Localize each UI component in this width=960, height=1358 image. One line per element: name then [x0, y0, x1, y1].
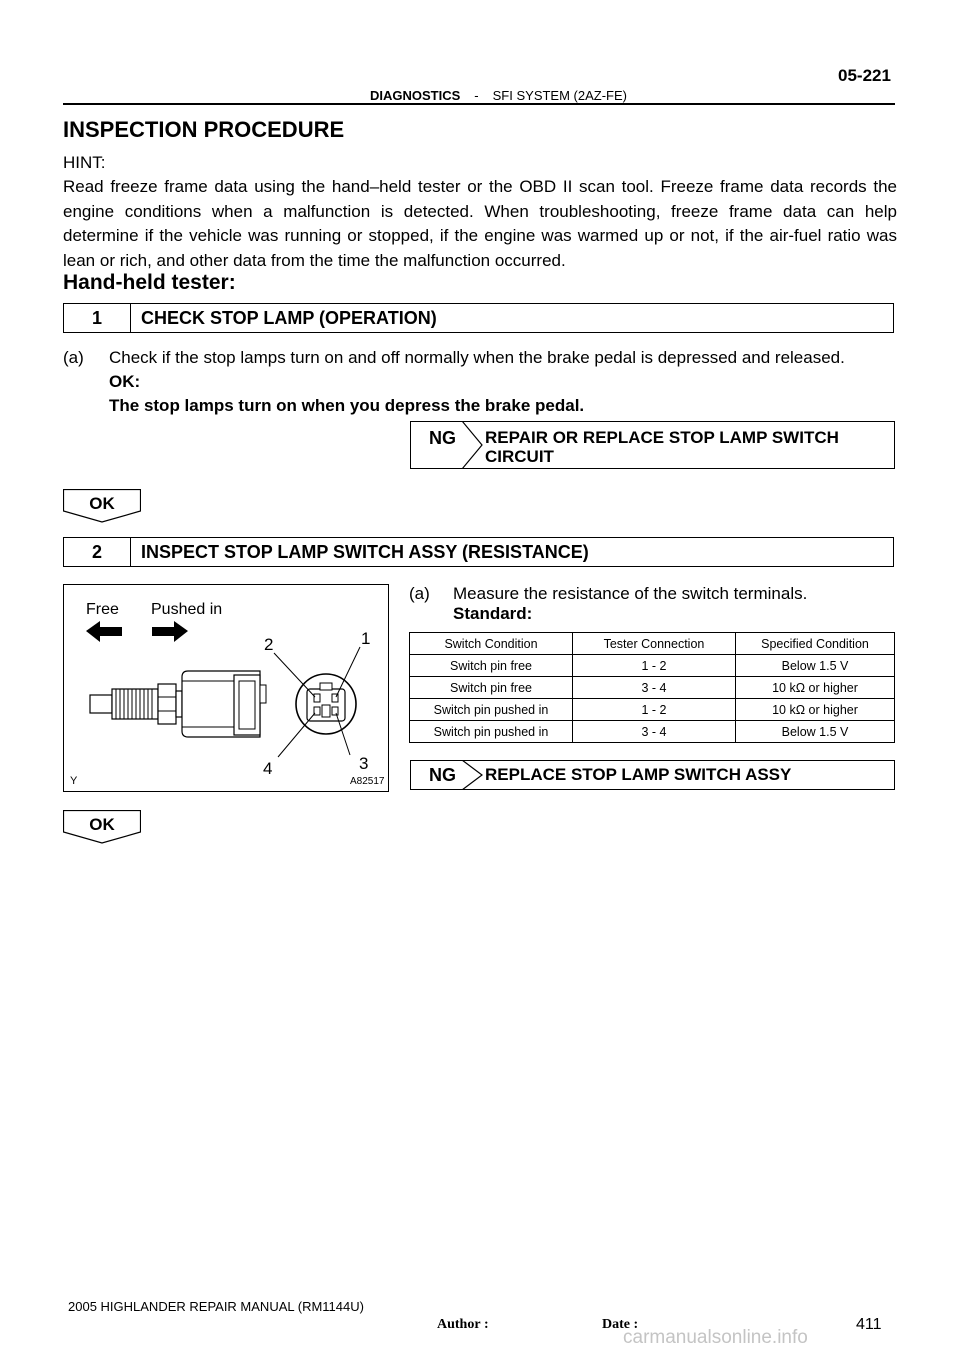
subheading: Hand-held tester: — [63, 271, 236, 294]
page-title: INSPECTION PROCEDURE — [63, 117, 345, 142]
step-1-ng-box — [410, 421, 895, 469]
step-2-ng-text: REPLACE STOP LAMP SWITCH ASSY — [485, 765, 792, 784]
table-cell: Below 1.5 V — [736, 721, 895, 743]
ng-arrow-icon — [462, 421, 484, 469]
step-1-ng-line2: CIRCUIT — [485, 447, 554, 466]
table-cell: 1 - 2 — [573, 655, 736, 677]
table-cell: 3 - 4 — [573, 677, 736, 699]
table-header-cell: Switch Condition — [410, 633, 573, 655]
step-2-ok-tab — [63, 810, 141, 844]
running-header — [370, 88, 627, 103]
table-row — [410, 699, 895, 721]
header-section: DIAGNOSTICS — [370, 88, 461, 103]
step-1-title: CHECK STOP LAMP (OPERATION) — [141, 308, 437, 328]
table-row — [410, 655, 895, 677]
manual-footer: 2005 HIGHLANDER REPAIR MANUAL (RM1144U) — [68, 1299, 364, 1314]
pin-4-label: 4 — [263, 759, 273, 778]
author-label: Author : — [437, 1317, 489, 1332]
pin-2-label: 2 — [264, 635, 274, 654]
table-cell: 1 - 2 — [573, 699, 736, 721]
header-subsection: SFI SYSTEM (2AZ-FE) — [492, 88, 627, 103]
hint-text: Read freeze frame data using the hand–held tester or the OBD II scan tool. Freeze frame data records the engine conditions when a malfunction is detected. When troubleshooting, freeze frame data can help determine if the vehicle was running or stopped, if the engine was warmed up or not, if the air-fuel ratio was lean or rich, and other data from the time the malfunction occurred. — [63, 177, 897, 270]
header-rule — [63, 103, 895, 105]
step-1-ok-text: The stop lamps turn on when you depress the brake pedal. — [109, 396, 585, 415]
step-1-box — [63, 303, 894, 333]
table-cell: Switch pin pushed in — [410, 699, 573, 721]
watermark: carmanualsonline.info — [623, 1327, 808, 1348]
figure-corner-mark: Y — [70, 775, 78, 787]
step-1-number: 1 — [64, 304, 131, 332]
table-cell: Switch pin free — [410, 655, 573, 677]
step-1-ng-label: NG — [429, 428, 456, 448]
table-cell: 10 kΩ or higher — [736, 699, 895, 721]
resistance-table — [409, 632, 895, 743]
hint-label: HINT: — [63, 153, 106, 172]
figure-code: A82517 — [350, 776, 385, 787]
page-number: 411 — [856, 1316, 882, 1333]
step-2-ng-box — [410, 760, 895, 790]
pin-3-label: 3 — [359, 754, 369, 773]
step-1-ok-tab — [63, 489, 141, 523]
pushed-in-label: Pushed in — [151, 601, 223, 618]
step-2-ng-label-cell — [411, 761, 483, 789]
header-dash: - — [474, 88, 479, 103]
standard-label: Standard: — [453, 604, 533, 623]
step-1-ng-text — [483, 422, 894, 468]
step-2-number: 2 — [64, 538, 131, 566]
table-cell: Below 1.5 V — [736, 655, 895, 677]
step-1-ok-tab-label: OK — [89, 494, 115, 513]
table-cell: 3 - 4 — [573, 721, 736, 743]
table-cell: Switch pin free — [410, 677, 573, 699]
step-2-ng-label: NG — [429, 765, 456, 785]
step-1-ng-label-cell — [411, 422, 483, 468]
arrow-right-icon — [152, 621, 188, 642]
step-2-ok-tab-label: OK — [89, 815, 115, 834]
step-1-instr-label: (a) — [63, 348, 84, 367]
page-code: 05-221 — [838, 66, 891, 85]
table-header-row — [410, 633, 895, 655]
arrow-left-icon — [86, 621, 122, 642]
table-header-cell: Specified Condition — [736, 633, 895, 655]
table-cell: Switch pin pushed in — [410, 721, 573, 743]
table-row — [410, 677, 895, 699]
step-2-instr-label: (a) — [409, 584, 430, 603]
table-row — [410, 721, 895, 743]
step-1-instr-text: Check if the stop lamps turn on and off normally when the brake pedal is depressed and released. — [109, 348, 845, 367]
step-1-ok-label: OK: — [109, 372, 141, 391]
step-2-title: INSPECT STOP LAMP SWITCH ASSY (RESISTANCE) — [141, 542, 589, 562]
table-header-cell: Tester Connection — [573, 633, 736, 655]
step-1-ng-line1: REPAIR OR REPLACE STOP LAMP SWITCH — [485, 428, 839, 447]
date-label: Date : — [602, 1317, 639, 1332]
table-cell: 10 kΩ or higher — [736, 677, 895, 699]
switch-figure — [63, 584, 389, 792]
ng-arrow-icon — [462, 760, 484, 790]
free-label: Free — [86, 601, 119, 618]
step-2-instr-text: Measure the resistance of the switch terminals. — [453, 584, 808, 603]
pin-1-label: 1 — [361, 629, 371, 648]
step-2-box — [63, 537, 894, 567]
